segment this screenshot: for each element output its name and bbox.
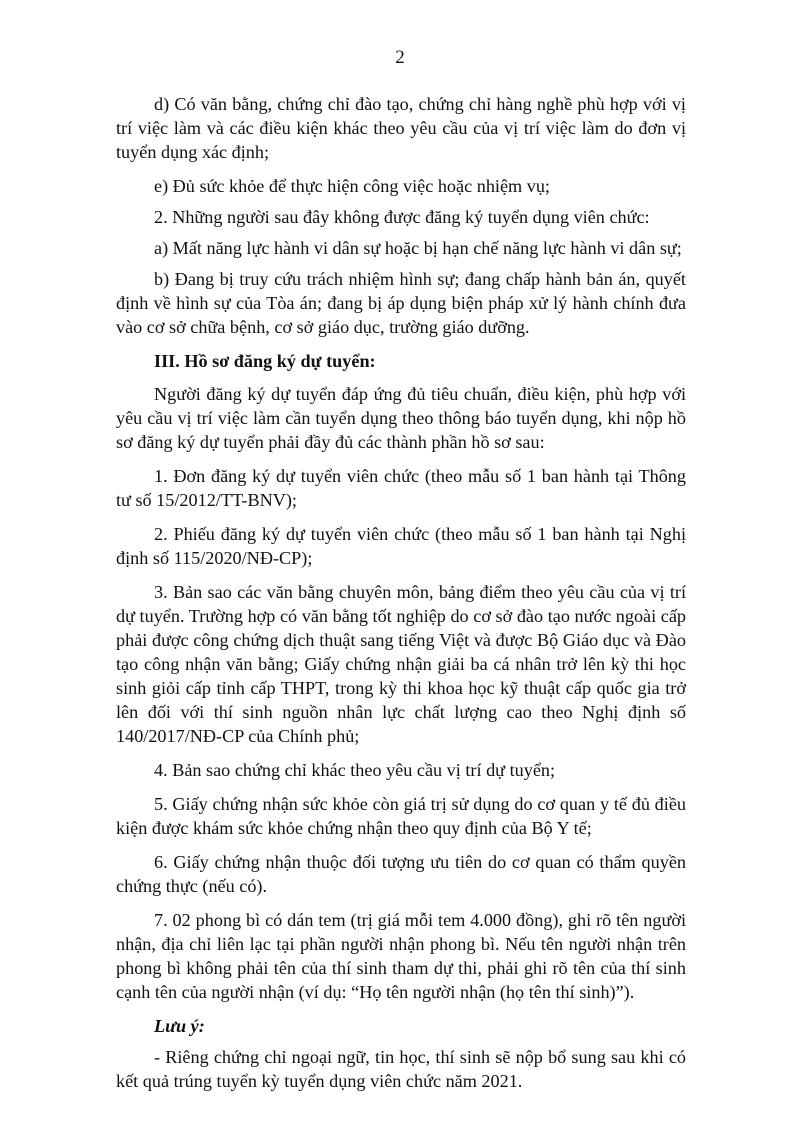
dossier-item-6: 6. Giấy chứng nhận thuộc đối tượng ưu tiên do cơ quan có thẩm quyền chứng thực (nếu có).	[116, 852, 686, 896]
page-number: 2	[395, 47, 405, 68]
document-body	[116, 92, 686, 1103]
dossier-item-7: 7. 02 phong bì có dán tem (trị giá mỗi tem 4.000 đồng), ghi rõ tên người nhận, địa chỉ liên lạc tại phần người nhận phong bì. Nếu tên người nhận trên phong bì không phải tên của thí sinh tham dự thi, phải ghi rõ tên của thí sinh cạnh tên của người nhận (ví dụ: “Họ tên người nhận (họ tên thí sinh)”).	[116, 910, 686, 1002]
paragraph-condition-d: d) Có văn bằng, chứng chỉ đào tạo, chứng chỉ hàng nghề phù hợp với vị trí việc làm và các điều kiện khác theo yêu cầu của vị trí việc làm do đơn vị tuyển dụng xác định;	[116, 94, 686, 162]
dossier-item-2: 2. Phiếu đăng ký dự tuyển viên chức (theo mẫu số 1 ban hành tại Nghị định số 115/2020/NĐ-CP);	[116, 524, 686, 568]
dossier-item-1: 1. Đơn đăng ký dự tuyển viên chức (theo mẫu số 1 ban hành tại Thông tư số 15/2012/TT-BNV);	[116, 466, 686, 510]
paragraph-condition-e: e) Đủ sức khỏe để thực hiện công việc hoặc nhiệm vụ;	[154, 176, 550, 196]
paragraph-ineligible-heading: 2. Những người sau đây không được đăng ký tuyển dụng viên chức:	[154, 207, 650, 227]
dossier-item-4: 4. Bản sao chứng chỉ khác theo yêu cầu vị trí dự tuyển;	[154, 760, 556, 780]
paragraph-ineligible-b: b) Đang bị truy cứu trách nhiệm hình sự; đang chấp hành bản án, quyết định về hình sự của Tòa án; đang bị áp dụng biện pháp xử lý hành chính đưa vào cơ sở chữa bệnh, cơ sở giáo dục, trường giáo dưỡng.	[116, 269, 686, 337]
dossier-item-3: 3. Bản sao các văn bằng chuyên môn, bảng điểm theo yêu cầu của vị trí dự tuyển. Trường hợp có văn bằng tốt nghiệp do cơ sở đào tạo nước ngoài cấp phải được công chứng dịch thuật sang tiếng Việt và được Bộ Giáo dục và Đào tạo công nhận văn bằng; Giấy chứng nhận giải ba cá nhân trở lên kỳ thi học sinh giỏi cấp tỉnh cấp THPT, trong kỳ thi khoa học kỹ thuật cấp quốc gia trở lên đối với thí sinh nguồn nhân lực chất lượng cao theo Nghị định số 140/2017/NĐ-CP của Chính phủ;	[116, 582, 686, 746]
dossier-item-5: 5. Giấy chứng nhận sức khỏe còn giá trị sử dụng do cơ quan y tế đủ điều kiện được khám sức khỏe chứng nhận theo quy định của Bộ Y tế;	[116, 794, 686, 838]
paragraph-ineligible-a: a) Mất năng lực hành vi dân sự hoặc bị hạn chế năng lực hành vi dân sự;	[154, 238, 682, 258]
paragraph-dossier-intro: Người đăng ký dự tuyển đáp ứng đủ tiêu chuẩn, điều kiện, phù hợp với yêu cầu vị trí việc làm cần tuyển dụng theo thông báo tuyển dụng, khi nộp hồ sơ đăng ký dự tuyển phải đầy đủ các thành phần hồ sơ sau:	[116, 384, 686, 452]
note-text: - Riêng chứng chỉ ngoại ngữ, tin học, thí sinh sẽ nộp bổ sung sau khi có kết quả trúng tuyển kỳ tuyển dụng viên chức năm 2021.	[116, 1047, 686, 1091]
section-heading-application-dossier: III. Hồ sơ đăng ký dự tuyển:	[154, 351, 376, 371]
note-label: Lưu ý:	[154, 1016, 205, 1036]
